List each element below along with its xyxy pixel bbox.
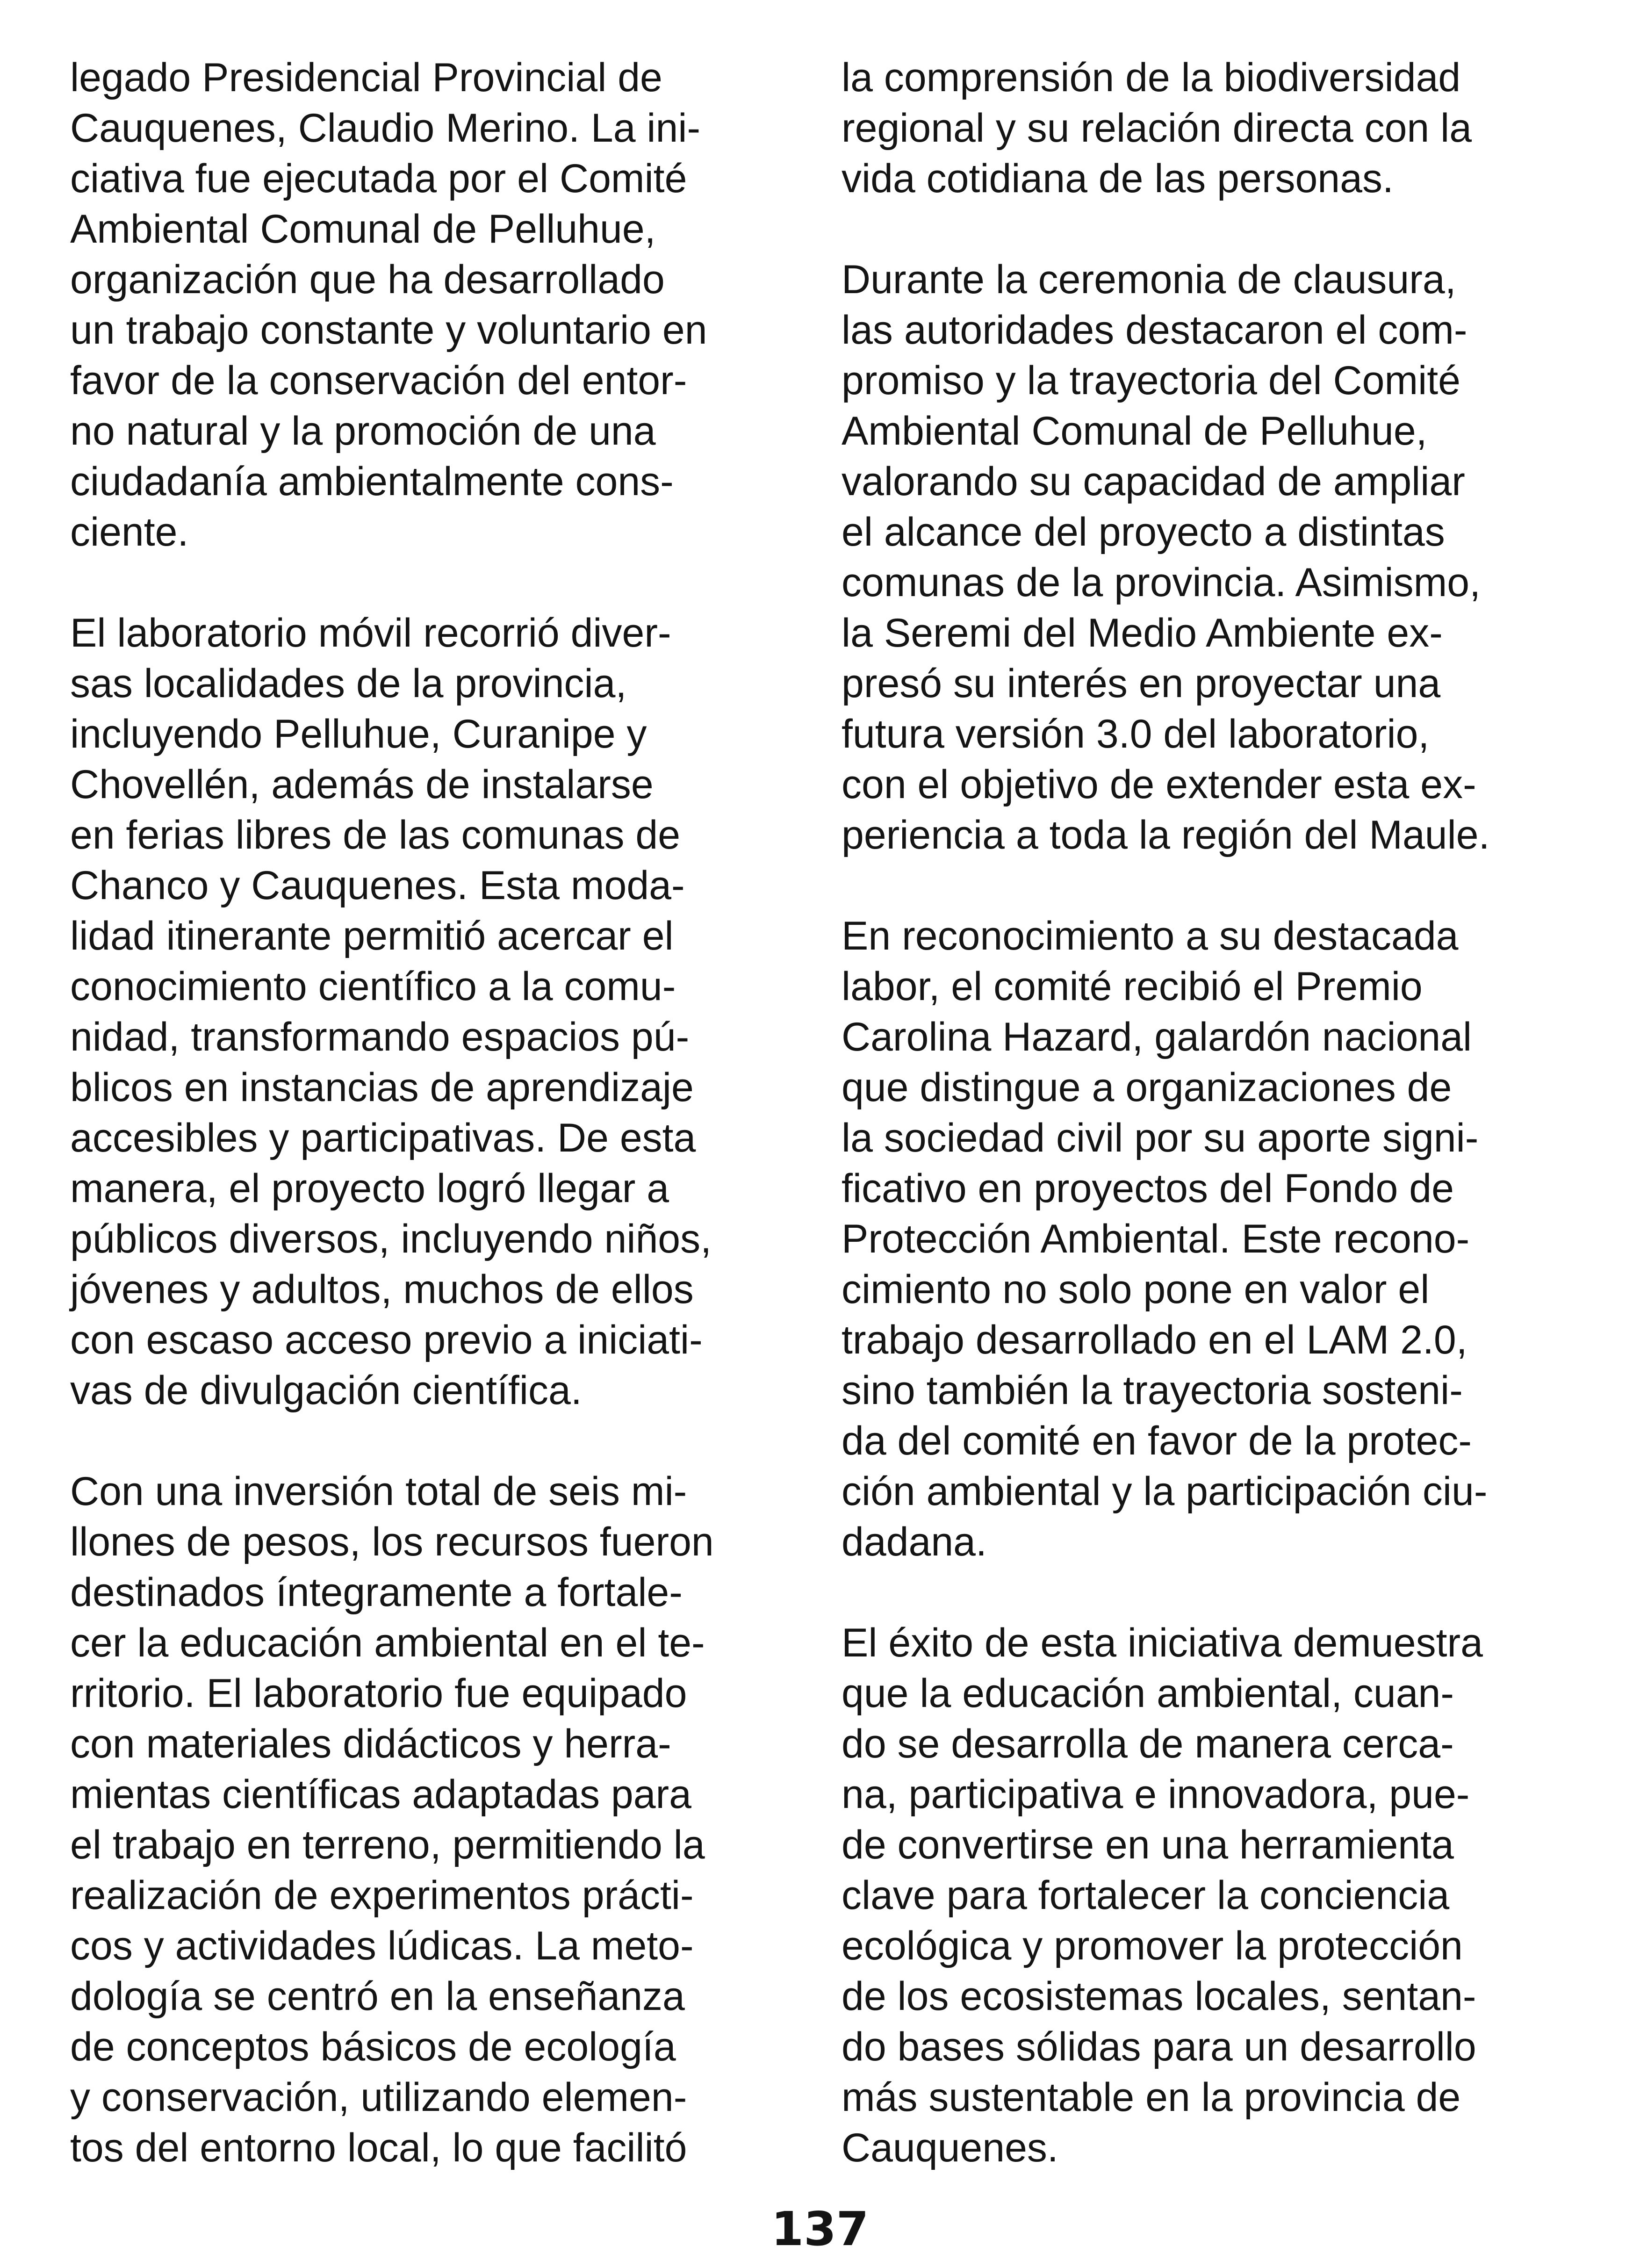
page-number: 137 xyxy=(771,2202,869,2256)
paragraph: El laboratorio móvil recorrió diver- sas localidades de la provincia, incluyendo Pelluhue, Curanipe y Chovellén, además de instalarse en ferias libres de las comunas de Chanco y Cauquenes. Esta moda- lidad itinerante permitió acercar el conocimiento científico a la comu- nidad, transformando espacios pú- blicos en instancias de aprendizaje accesibles y participativas. De esta manera, el proyecto logró llegar a públicos diversos, incluyendo niños, jóvenes y adultos, muchos de ellos con escaso acceso previo a iniciati- vas de divulgación científica. xyxy=(70,611,712,1413)
paragraph: legado Presidencial Provincial de Cauquenes, Claudio Merino. La ini- ciativa fue ejecutada por el Comité Ambiental Comunal de Pelluhue, organización que ha desarrollado un trabajo constante y voluntario en favor de la conservación del entor- no natural y la promoción de una ciudadanía ambientalmente cons- ciente. xyxy=(70,55,707,554)
paragraph: Durante la ceremonia de clausura, las autoridades destacaron el com- promiso y la trayectoria del Comité Ambiental Comunal de Pelluhue, valorando su capacidad de ampliar el alcance del proyecto a distintas comunas de la provincia. Asimismo, la Seremi del Medio Ambiente ex- presó su interés en proyectar una futura versión 3.0 del laboratorio, con el objetivo de extender esta ex- periencia a toda la región del Maule. xyxy=(842,257,1490,857)
paragraph: Con una inversión total de seis mi- llones de pesos, los recursos fueron destinados íntegramente a fortale- cer la educación ambiental en el te- rritorio. El laboratorio fue equipado con materiales didácticos y herra- mientas científicas adaptadas para el trabajo en terreno, permitiendo la realización de experimentos prácti- cos y actividades lúdicas. La meto- dología se centró en la enseñanza de conceptos básicos de ecología y conservación, utilizando elemen- tos del entorno local, lo que facilitó xyxy=(70,1469,714,2170)
paragraph: En reconocimiento a su destacada labor, el comité recibió el Premio Carolina Hazard, galardón nacional que distingue a organizaciones de la sociedad civil por su aporte signi- ficativo en proyectos del Fondo de Protección Ambiental. Este recono- cimiento no solo pone en valor el trabajo desarrollado en el LAM 2.0, sino también la trayectoria sosteni- da del comité en favor de la protec- ción ambiental y la participación ciu- dadana. xyxy=(842,914,1488,1564)
paragraph: la comprensión de la biodiversidad regional y su relación directa con la vida cotidiana de las personas. xyxy=(842,55,1472,201)
right-column xyxy=(842,52,1571,2173)
paragraph: El éxito de esta iniciativa demuestra que la educación ambiental, cuan- do se desarrolla de manera cerca- na, participativa e innovadora, pue- de convertirse en una herramienta clave para fortalecer la conciencia ecológica y promover la protección de los ecosistemas locales, sentan- do bases sólidas para un desarrollo más sustentable en la provincia de Cauquenes. xyxy=(842,1620,1483,2170)
left-column xyxy=(70,52,799,2173)
